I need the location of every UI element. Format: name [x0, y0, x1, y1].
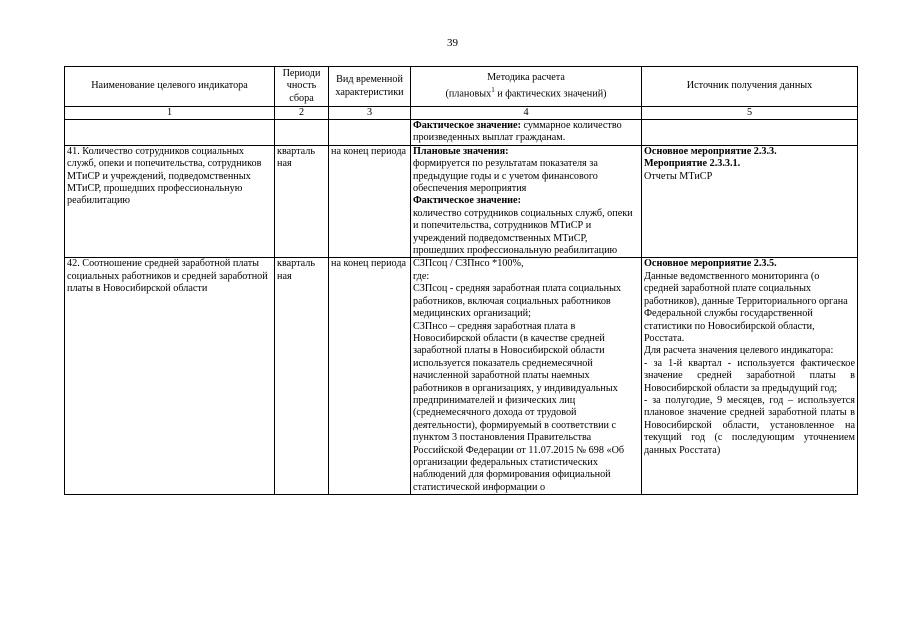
column-number-row — [65, 107, 858, 120]
header-source: Источник получения данных — [642, 67, 858, 107]
fact-text: суммарное количество произведенных выплат гражданам. — [413, 120, 622, 144]
indicator-name: 41. Количество сотрудников социальных служб, опеки и попечительства, сотрудников МТиСР и учреждений, подведомственных МТиСР, прошедших профессиональную реабилитацию — [65, 145, 275, 258]
col-number: 2 — [275, 107, 329, 120]
header-method-sub-fact: и фактических значений) — [494, 88, 607, 100]
source-main-event: Основное мероприятие 2.3.3. — [644, 145, 777, 157]
periodicity: кварталь ная — [275, 258, 329, 495]
plan-text: формируется по результатам показателя за предыдущие годы и с учетом финансового обеспечения мероприятия — [413, 158, 598, 195]
time-characteristic: на конец периода — [329, 145, 411, 258]
method-cell — [411, 145, 642, 258]
header-method-sub-plan: (плановых — [445, 88, 492, 100]
source-q1: - за 1-й квартал - используется фактическое значение средней заработной платы в Новосибирской области за предыдущий год; — [644, 357, 855, 394]
method-cell — [411, 258, 642, 495]
indicator-name: 42. Соотношение средней заработной платы социальных работников и средней заработной платы в Новосибирской области — [65, 258, 275, 495]
method-cell — [411, 120, 642, 146]
table-row-41 — [65, 145, 858, 258]
table-row-42 — [65, 258, 858, 495]
source-cell — [642, 145, 858, 258]
footnote-marker: 1 — [491, 86, 495, 95]
source-text-2: Для расчета значения целевого индикатора: — [644, 345, 834, 357]
indicator-table — [64, 66, 858, 495]
header-indicator-name: Наименование целевого индикатора — [65, 67, 275, 107]
definition-2: СЗПнсо – средняя заработная плата в Новосибирской области (в качестве средней заработной платы в Новосибирской области используется показатель среднемесячной начисленной заработной платы наемных работников в организациях, у индивидуальных предпринимателей и физических лиц (среднемесячного дохода от трудовой деятельности), формируемый в соответствии с пунктом 3 постановления Правительства Российской Федерации от 11.07.2015 № 698 «Об организации федеральных статистических наблюдений для формирования официальной статистической информации о — [413, 320, 625, 493]
fact-text: количество сотрудников социальных служб, опеки и попечительства, сотрудников МТиСР и учреждений подведомственных МТиСР, прошедших профессиональную реабилитацию — [413, 207, 633, 257]
header-periodicity: Периоди чность сбора — [275, 67, 329, 107]
col-number: 3 — [329, 107, 411, 120]
source-text-1: Данные ведомственного мониторинга (о средней заработной плате социальных работников), данные Территориального органа Федеральной службы государственной статистики по Новосибирской области, Росстата. — [644, 270, 848, 344]
formula: СЗПсоц / СЗПнсо *100%, — [413, 258, 524, 270]
col-number: 4 — [411, 107, 642, 120]
where-label: где: — [413, 270, 430, 282]
plan-label: Плановые значения: — [413, 145, 509, 157]
col-number: 1 — [65, 107, 275, 120]
col-number: 5 — [642, 107, 858, 120]
header-time-characteristic: Вид временной характеристики — [329, 67, 411, 107]
header-method-title: Методика расчета — [487, 71, 565, 83]
source-main-event: Основное мероприятие 2.3.5. — [644, 258, 777, 270]
periodicity: кварталь ная — [275, 145, 329, 258]
fact-label: Фактическое значение: — [413, 120, 521, 131]
time-characteristic: на конец периода — [329, 258, 411, 495]
table-row-continuation — [65, 120, 858, 146]
source-q2: - за полугодие, 9 месяцев, год – используется плановое значение средней заработной платы в Новосибирской области, установленное на текущий год (с последующим уточнением данных Росстата) — [644, 394, 855, 456]
page-number: 39 — [447, 37, 458, 49]
fact-label: Фактическое значение: — [413, 195, 521, 207]
source-cell — [642, 258, 858, 495]
header-row — [65, 67, 858, 107]
source-sub-event: Мероприятие 2.3.3.1. — [644, 158, 741, 170]
source-text: Отчеты МТиСР — [644, 170, 713, 182]
definition-1: СЗПсоц - средняя заработная плата социальных работников, включая социальных работников медицинских организаций; — [413, 283, 622, 320]
header-method — [411, 67, 642, 107]
